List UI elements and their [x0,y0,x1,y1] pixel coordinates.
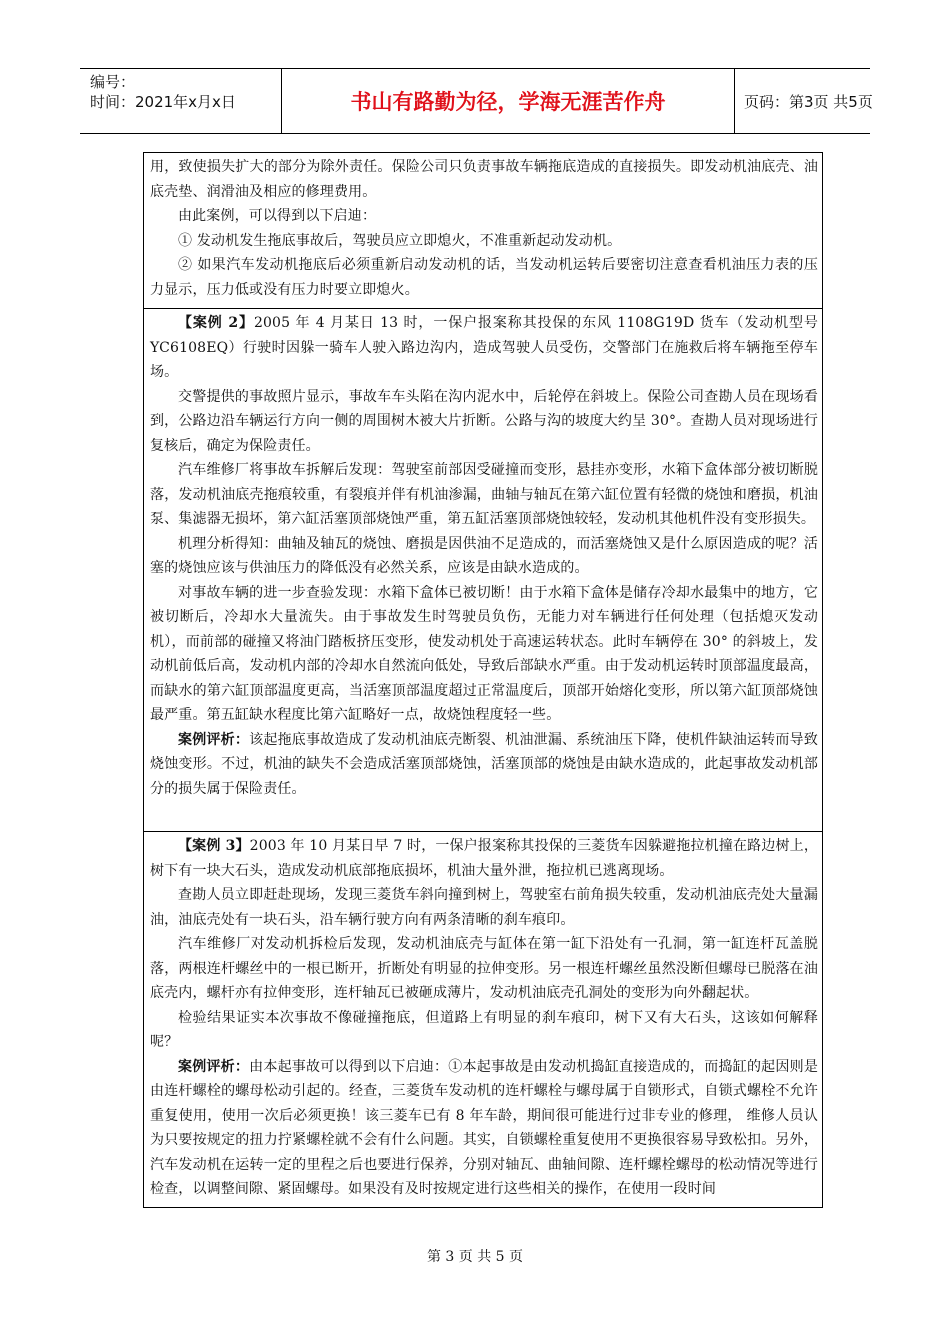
document-date-label: 时间：2021年x月x日 [90,93,236,111]
paragraph: 汽车维修厂将事故车拆解后发现：驾驶室前部因受碰撞而变形，悬挂亦变形，水箱下盒体部分被切断脱落，发动机油底壳拖痕较重，有裂痕并伴有机油渗漏，曲轴与轴瓦在第六缸位置有轻微的烧蚀和磨损，机油泵、集滤器无损坏，第六缸活塞顶部烧蚀严重，第五缸活塞顶部烧蚀较轻，发动机其他机件没有变形损失。 [150,462,818,527]
header-meta [80,69,282,133]
paragraph-text: 2003 年 10 月某日早 7 时，一保户报案称其投保的三菱货车因躲避拖拉机撞在路边树上，树下有一块大石头，造成发动机底部拖底损坏，机油大量外泄，拖拉机已逃离现场。 [150,838,819,879]
case-review-label: 案例评析： [178,1058,250,1075]
header-page-label: 页码：第3页 共5页 [744,92,873,111]
page-footer: 第 3 页 共 5 页 [426,1249,524,1265]
paragraph: 用，致使损失扩大的部分为除外责任。保险公司只负责事故车辆拖底造成的直接损失。即发动机油底壳、油底壳垫、润滑油及相应的修理费用。 [150,159,818,200]
content-block-1 [144,153,822,308]
paragraph: 对事故车辆的进一步查验发现：水箱下盒体已被切断！由于水箱下盒体是储存冷却水最集中的地方，它被切断后，冷却水大量流失。由于事故发生时驾驶员负伤，无能力对车辆进行任何处理（包括熄灭发动机），而前部的碰撞又将油门踏板挤压变形，使发动机处于高速运转状态。此时车辆停在 30° 的斜坡上，发动机前低后高，发动机内部的冷却水自然流向低处，导致后部缺水严重。由于发动机运转时顶部温度最高，而缺水的第六缸顶部温度更高，当活塞顶部温度超过正常温度后，顶部开始熔化变形，所以第六缸顶部烧蚀最严重。第五缸缺水程度比第六缸略好一点，故烧蚀程度轻一些。 [150,584,818,723]
paragraph [150,1055,818,1202]
case-2-label: 【案例 2】 [178,315,254,331]
paragraph [150,311,818,385]
paragraph-text: 该起拖底事故造成了发动机油底壳断裂、机油泄漏、系统油压下降，使机件缺油运转而导致烧蚀变形。不过，机油的缺失不会造成活塞顶部烧蚀，活塞顶部的烧蚀是由缺水造成的，此起事故发动机部分的损失属于保险责任。 [150,731,819,797]
case-3-label: 【案例 3】 [178,838,250,854]
paragraph-text: 由本起事故可以得到以下启迪：①本起事故是由发动机捣缸直接造成的，而捣缸的起因则是由连杆螺栓的螺母松动引起的。经查，三菱货车发动机的连杆螺栓与螺母属于自锁形式，自锁式螺栓不允许重复使用，使用一次后必须更换！该三菱车已有 8 年车龄，期间很可能进行过非专业的修理， 维修人员认为只要按规定的扭力拧紧螺栓就不会有什么问题。其实，自锁螺栓重复使用不更换很容易导致松扣。另外，汽车发动机在运转一定的里程之后也要进行保养，分别对轴瓦、曲轴间隙、连杆螺栓螺母的松动情况等进行检查，以调整间隙、紧固螺母。如果没有及时按规定进行这些相关的操作，在使用一段时间 [150,1058,819,1197]
page-header [80,68,873,134]
paragraph: ① 发动机发生拖底事故后，驾驶员应立即熄火，不准重新起动发动机。 [178,232,622,249]
paragraph [150,834,818,883]
content-block-case-2 [144,308,822,831]
paragraph [150,728,818,802]
content-block-case-3 [144,831,822,1206]
paragraph: 机理分析得知：曲轴及轴瓦的烧蚀、磨损是因供油不足造成的，而活塞烧蚀又是什么原因造成的呢？活塞的烧蚀应该与供油压力的降低没有必然关系，应该是由缺水造成的。 [150,535,818,576]
paragraph: ② 如果汽车发动机拖底后必须重新启动发动机的话，当发动机运转后要密切注意查看机油压力表的压力显示，压力低或没有压力时要立即熄火。 [150,257,818,298]
paragraph: 检验结果证实本次事故不像碰撞拖底，但道路上有明显的刹车痕印，树下又有大石头，这该如何解释呢？ [150,1009,818,1050]
paragraph: 查勘人员立即赶赴现场，发现三菱货车斜向撞到树上，驾驶室右前角损失较重，发动机油底壳处大量漏油，油底壳处有一块石头，沿车辆行驶方向有两条清晰的刹车痕印。 [150,887,818,928]
header-motto: 书山有路勤为径，学海无涯苦作舟 [282,69,735,133]
paragraph: 交警提供的事故照片显示，事故车车头陷在沟内泥水中，后轮停在斜坡上。保险公司查勘人员在现场看到，公路边沿车辆运行方向一侧的周围树木被大片折断。公路与沟的坡度大约呈 30°。查勘人员对现场进行复核后，确定为保险责任。 [150,388,818,454]
content-table [143,152,823,1208]
paragraph: 汽车维修厂对发动机拆检后发现，发动机油底壳与缸体在第一缸下沿处有一孔洞，第一缸连杆瓦盖脱落，两根连杆螺丝中的一根已断开，折断处有明显的拉伸变形。另一根连杆螺丝虽然没断但螺母已脱落在油底壳内，螺杆亦有拉伸变形，连杆轴瓦已被砸成薄片，发动机油底壳孔洞处的变形为向外翻起状。 [150,936,818,1001]
paragraph-text: 2005 年 4 月某日 13 时，一保户报案称其投保的东风 1108G19D 货车（发动机型号 YC6108EQ）行驶时因躲一骑车人驶入路边沟内，造成驾驶人员受伤，交警部门在施救后将车辆拖至停车场。 [150,315,819,380]
case-review-label: 案例评析： [178,731,250,748]
paragraph: 由此案例，可以得到以下启迪： [178,208,377,224]
document-number-label: 编号： [90,73,136,91]
